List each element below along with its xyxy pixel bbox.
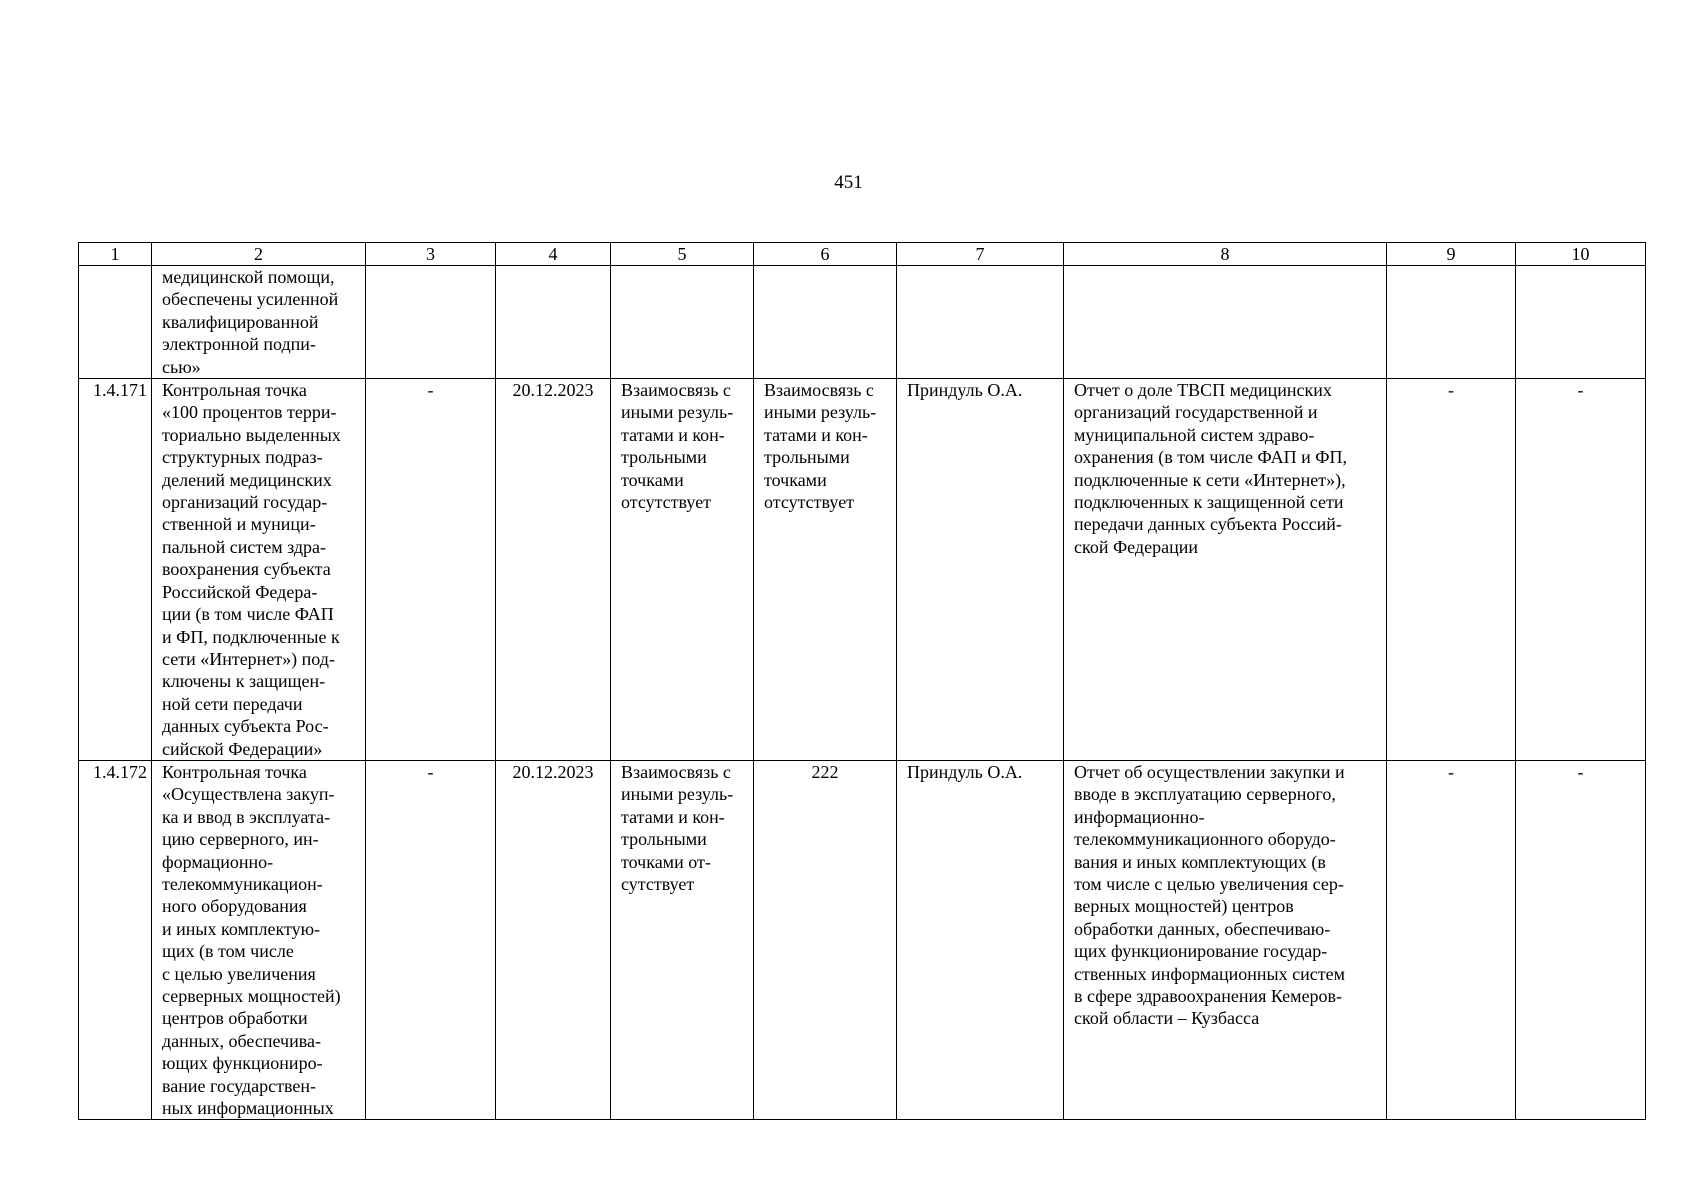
- cell-line: и иных комплектую-: [162, 918, 321, 939]
- column-9-cell: [1387, 266, 1516, 379]
- cell-line: точками: [621, 469, 684, 490]
- cell-line: подключенных к защищенной сети: [1074, 492, 1344, 513]
- cell-line: структурных подраз-: [162, 447, 323, 468]
- column-10-cell: -: [1516, 760, 1646, 1120]
- cell-line: точками от-: [621, 851, 711, 872]
- cell-line: щих функционирование государ-: [1074, 941, 1328, 962]
- deadline-date-cell: 20.12.2023: [496, 379, 611, 761]
- column-3-cell: -: [366, 760, 496, 1120]
- cell-line: охранения (в том числе ФАП и ФП,: [1074, 447, 1347, 468]
- cell-line: обеспечены усиленной: [162, 289, 339, 310]
- control-point-name-cell: [152, 379, 366, 761]
- cell-line: ной сети передачи: [162, 693, 303, 714]
- cell-line: обработки данных, обеспечиваю-: [1074, 918, 1331, 939]
- column-9-cell: -: [1387, 760, 1516, 1120]
- report-document-cell: [1064, 760, 1387, 1120]
- control-point-name-cell: [152, 760, 366, 1120]
- column-number-2: 2: [152, 243, 366, 266]
- relation-cell: [611, 760, 754, 1120]
- responsible-person-cell: Приндуль О.А.: [897, 379, 1064, 761]
- column-3-cell: [366, 266, 496, 379]
- cell-line: воохранения субъекта: [162, 559, 331, 580]
- cell-line: цию серверного, ин-: [162, 829, 319, 850]
- cell-line: Взаимосвязь с: [621, 380, 731, 401]
- cell-line: 222: [811, 761, 839, 782]
- cell-line: трольными: [621, 447, 707, 468]
- table-row: [79, 760, 1646, 1120]
- cell-line: Контрольная точка: [162, 761, 307, 782]
- cell-line: ции (в том числе ФАП: [162, 604, 334, 625]
- responsible-person-cell: Приндуль О.А.: [897, 760, 1064, 1120]
- cell-line: квалифицированной: [162, 311, 319, 332]
- cell-line: ка и ввод в эксплуата-: [162, 806, 331, 827]
- row-number-cell: [79, 266, 152, 379]
- cell-line: вводе в эксплуатацию серверного,: [1074, 784, 1336, 805]
- column-9-cell: -: [1387, 379, 1516, 761]
- cell-line: формационно-: [162, 851, 274, 872]
- cell-line: ных информационных: [162, 1098, 334, 1119]
- deadline-date-cell: [496, 266, 611, 379]
- cell-line: иными резуль-: [621, 784, 734, 805]
- cell-line: иными резуль-: [764, 402, 877, 423]
- cell-line: передачи данных субъекта Россий-: [1074, 514, 1342, 535]
- cell-line: ственных информационных систем: [1074, 963, 1345, 984]
- control-points-table: [78, 242, 1646, 1120]
- cell-line: и ФП, подключенные к: [162, 626, 340, 647]
- cell-line: Контрольная точка: [162, 380, 307, 401]
- cell-line: пальной систем здра-: [162, 536, 327, 557]
- cell-line: точками: [764, 469, 827, 490]
- cell-line: иными резуль-: [621, 402, 734, 423]
- deadline-date-cell: 20.12.2023: [496, 760, 611, 1120]
- cell-line: данных, обеспечива-: [162, 1030, 321, 1051]
- cell-line: информационно-: [1074, 806, 1205, 827]
- column-number-10: 10: [1516, 243, 1646, 266]
- column-number-3: 3: [366, 243, 496, 266]
- cell-line: Взаимосвязь с: [764, 380, 874, 401]
- cell-line: ющих функциониро-: [162, 1053, 323, 1074]
- column-3-cell: -: [366, 379, 496, 761]
- column-number-8: 8: [1064, 243, 1387, 266]
- cell-line: Отчет об осуществлении закупки и: [1074, 761, 1345, 782]
- cell-line: щих (в том числе: [162, 941, 294, 962]
- cell-line: телекоммуникацион-: [162, 873, 323, 894]
- cell-line: верных мощностей) центров: [1074, 896, 1294, 917]
- cell-line: Взаимосвязь с: [621, 761, 731, 782]
- relation-cell-2: [754, 266, 897, 379]
- cell-line: Отчет о доле ТВСП медицинских: [1074, 380, 1332, 401]
- cell-line: ской Федерации: [1074, 536, 1198, 557]
- cell-line: отсутствует: [764, 492, 855, 513]
- column-number-7: 7: [897, 243, 1064, 266]
- cell-line: телекоммуникационного оборудо-: [1074, 829, 1336, 850]
- cell-line: татами и кон-: [764, 424, 868, 445]
- table-row: [79, 266, 1646, 379]
- relation-cell-2: [754, 760, 897, 1120]
- cell-line: подключенные к сети «Интернет»),: [1074, 469, 1346, 490]
- cell-line: ключены к защищен-: [162, 671, 326, 692]
- column-number-4: 4: [496, 243, 611, 266]
- table-header-row: [79, 243, 1646, 266]
- cell-line: трольными: [764, 447, 850, 468]
- cell-line: организаций государственной и: [1074, 402, 1318, 423]
- cell-line: с целью увеличения: [162, 963, 316, 984]
- cell-line: данных субъекта Рос-: [162, 716, 329, 737]
- cell-line: сети «Интернет») под-: [162, 648, 335, 669]
- cell-line: организаций государ-: [162, 492, 328, 513]
- page-number: 451: [834, 172, 863, 193]
- row-number-cell: 1.4.172: [79, 760, 152, 1120]
- relation-cell-2: [754, 379, 897, 761]
- cell-line: сью»: [162, 356, 201, 377]
- cell-line: делений медицинских: [162, 469, 332, 490]
- column-10-cell: [1516, 266, 1646, 379]
- column-number-5: 5: [611, 243, 754, 266]
- cell-line: сийской Федерации»: [162, 738, 323, 759]
- row-number-cell: 1.4.171: [79, 379, 152, 761]
- cell-line: татами и кон-: [621, 806, 725, 827]
- relation-cell: [611, 266, 754, 379]
- cell-line: ного оборудования: [162, 896, 307, 917]
- column-number-9: 9: [1387, 243, 1516, 266]
- report-document-cell: [1064, 266, 1387, 379]
- cell-line: вания и иных комплектующих (в: [1074, 851, 1326, 872]
- relation-cell: [611, 379, 754, 761]
- cell-line: серверных мощностей): [162, 986, 341, 1006]
- cell-line: ственной и муници-: [162, 514, 316, 535]
- column-number-1: 1: [79, 243, 152, 266]
- cell-line: том числе с целью увеличения сер-: [1074, 873, 1344, 894]
- column-number-6: 6: [754, 243, 897, 266]
- cell-line: татами и кон-: [621, 424, 725, 445]
- table-row: [79, 379, 1646, 761]
- cell-line: ской области – Кузбасса: [1074, 1008, 1260, 1029]
- cell-line: ториально выделенных: [162, 424, 341, 445]
- cell-line: медицинской помощи,: [162, 267, 335, 287]
- control-point-name-cell: [152, 266, 366, 379]
- cell-line: вание государствен-: [162, 1075, 317, 1096]
- report-document-cell: [1064, 379, 1387, 761]
- column-10-cell: -: [1516, 379, 1646, 761]
- cell-line: «100 процентов терри-: [162, 402, 337, 423]
- cell-line: муниципальной систем здраво-: [1074, 424, 1315, 445]
- cell-line: сутствует: [621, 873, 695, 894]
- cell-line: в сфере здравоохранения Кемеров-: [1074, 986, 1343, 1006]
- cell-line: центров обработки: [162, 1008, 308, 1029]
- responsible-person-cell: [897, 266, 1064, 379]
- cell-line: Российской Федера-: [162, 581, 318, 602]
- cell-line: трольными: [621, 829, 707, 850]
- cell-line: «Осуществлена закуп-: [162, 784, 335, 805]
- cell-line: отсутствует: [621, 492, 712, 513]
- cell-line: электронной подпи-: [162, 334, 316, 355]
